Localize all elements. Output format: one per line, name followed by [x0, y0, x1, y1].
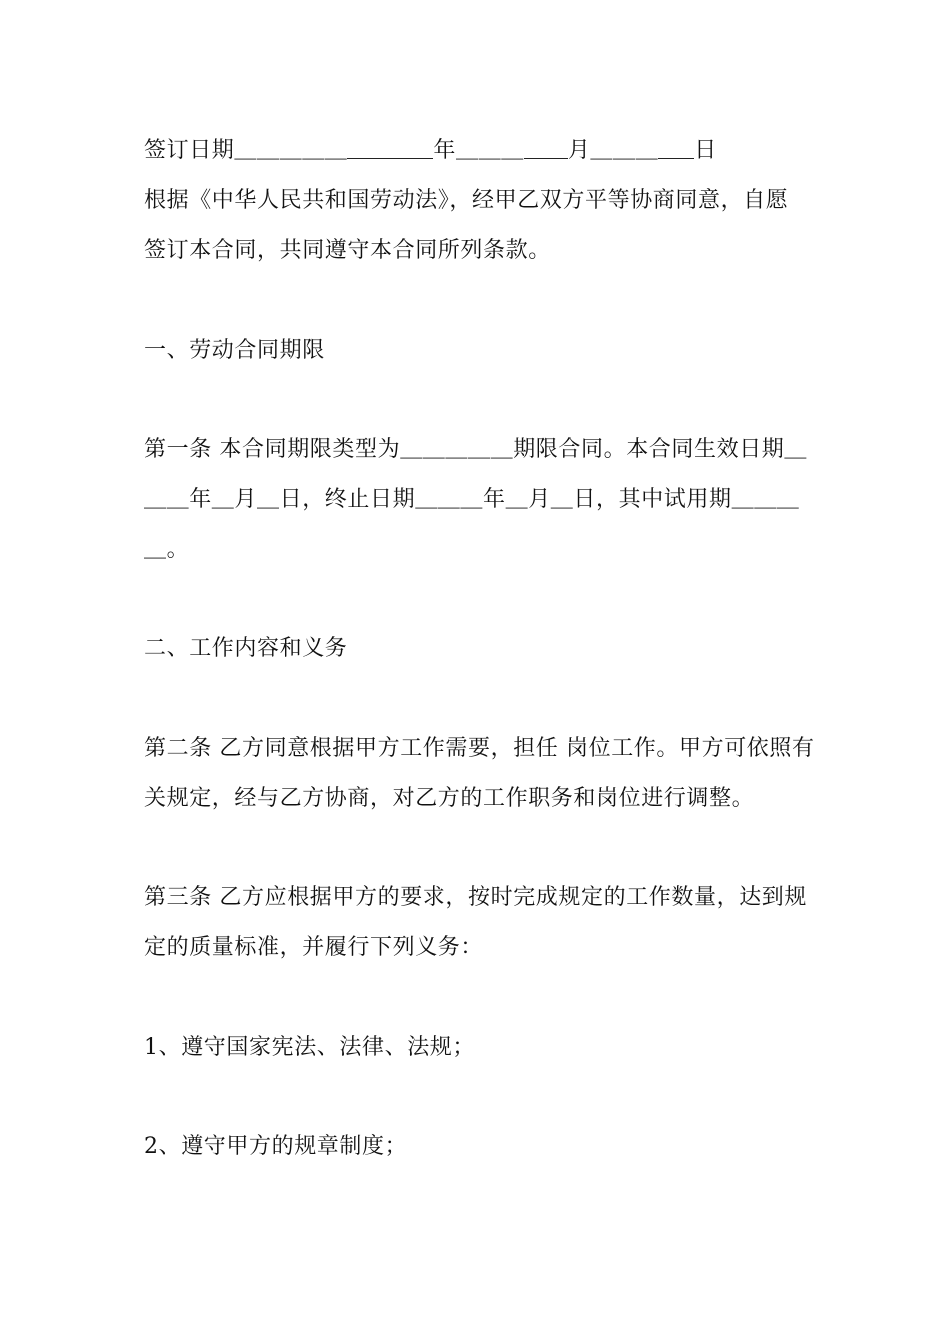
duty-text: 、遵守国家宪法、法律、法规；: [158, 1035, 476, 1060]
sign-date-year: 年＿＿＿: [433, 138, 524, 163]
sign-date-line: [144, 136, 717, 166]
article-3-line-1: 第三条 乙方应根据甲方的要求，按时完成规定的工作数量，达到规: [144, 885, 807, 910]
article-1-line-3: ＿。: [144, 537, 190, 562]
sign-date-day: 日: [694, 138, 717, 163]
duty-item-2: [144, 1132, 407, 1162]
duty-number: 2: [144, 1134, 159, 1159]
article-3-line-2: 定的质量标准，并履行下列义务：: [144, 935, 484, 960]
article-1-line-1: 第一条 本合同期限类型为＿＿＿＿＿期限合同。本合同生效日期＿: [144, 437, 807, 462]
duty-number: 1: [144, 1035, 159, 1060]
intro-line-2: 签订本合同，共同遵守本合同所列条款。: [144, 238, 551, 263]
sign-date-month: 月＿＿＿: [567, 138, 659, 163]
sign-date-label: 签订日期＿＿＿＿＿: [144, 138, 348, 163]
article-1-line-2: ＿＿年＿月＿日，终止日期＿＿＿年＿月＿日，其中试用期＿＿＿: [144, 487, 800, 512]
article-2-line-1: 第二条 乙方同意根据甲方工作需要，担任 岗位工作。甲方可依照有: [144, 736, 815, 761]
intro-line-1: 根据《中华人民共和国劳动法》，经甲乙双方平等协商同意，自愿: [144, 188, 789, 213]
section-heading-2: 二、工作内容和义务: [144, 636, 348, 661]
month-blank: [524, 138, 568, 159]
section-heading-1: 一、劳动合同期限: [144, 338, 325, 363]
year-blank: [347, 138, 433, 159]
day-blank: [658, 138, 694, 159]
duty-item-1: [144, 1033, 475, 1063]
article-2-line-2: 关规定，经与乙方协商，对乙方的工作职务和岗位进行调整。: [144, 786, 755, 811]
duty-text: 、遵守甲方的规章制度；: [158, 1134, 408, 1159]
